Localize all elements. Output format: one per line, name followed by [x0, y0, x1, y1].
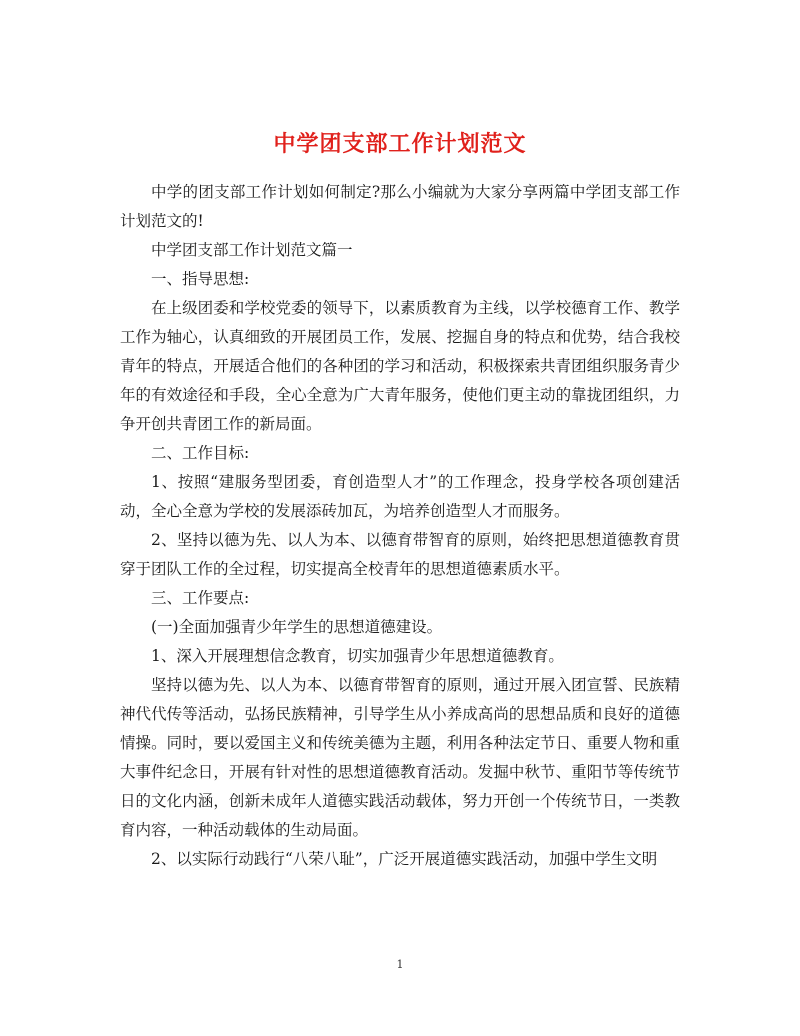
subsection-heading: (一)全面加强青少年学生的思想道德建设。: [151, 618, 443, 636]
section-heading: 二、工作目标:: [151, 444, 250, 462]
body-paragraph: 坚持以德为先、以人为本、以德育带智育的原则，通过开展入团宣誓、民族精神代代传等活动，弘扬民族精神，引导学生从小养成高尚的思想品质和良好的道德情操。同时，要以爱国主义和传统美德为主题，利用各种法定节日、重要人物和重大事件纪念日，开展有针对性的思想道德教育活动。发掘中秋节、重阳节等传统节日的文化内涵，创新未成年人道德实践活动载体，努力开创一个传统节日，一类教育内容，一种活动载体的生动局面。: [120, 676, 680, 839]
body-paragraph: 2、以实际行动践行“八荣八耻”，广泛开展道德实践活动，加强中学生文明: [151, 850, 658, 868]
body-paragraph: 2、坚持以德为先、以人为本、以德育带智育的原则，始终把思想道德教育贯穿于团队工作的全过程，切实提高全校青年的思想道德素质水平。: [120, 531, 680, 578]
body-paragraph: 1、按照“建服务型团委，育创造型人才”的工作理念，投身学校各项创建活动，全心全意为学校的发展添砖加瓦，为培养创造型人才而服务。: [120, 473, 680, 520]
document-body: [120, 178, 680, 874]
body-paragraph: 在上级团委和学校党委的领导下，以素质教育为主线，以学校德育工作、教学工作为轴心，认真细致的开展团员工作，发展、挖掘自身的特点和优势，结合我校青年的特点，开展适合他们的各种团的学习和活动，积极探索共青团组织服务青少年的有效途径和手段，全心全意为广大青年服务，使他们更主动的靠拢团组织，力争开创共青团工作的新局面。: [120, 299, 680, 433]
section-heading: 三、工作要点:: [151, 589, 250, 607]
section-heading: 一、指导思想:: [151, 270, 250, 288]
subsection-heading: 1、深入开展理想信念教育，切实加强青少年思想道德教育。: [151, 647, 564, 665]
section-heading: 中学团支部工作计划范文篇一: [151, 241, 353, 259]
intro-paragraph: 中学的团支部工作计划如何制定?那么小编就为大家分享两篇中学团支部工作计划范文的!: [120, 183, 680, 230]
document-title: 中学团支部工作计划范文: [273, 130, 527, 157]
page-number: 1: [396, 958, 404, 971]
